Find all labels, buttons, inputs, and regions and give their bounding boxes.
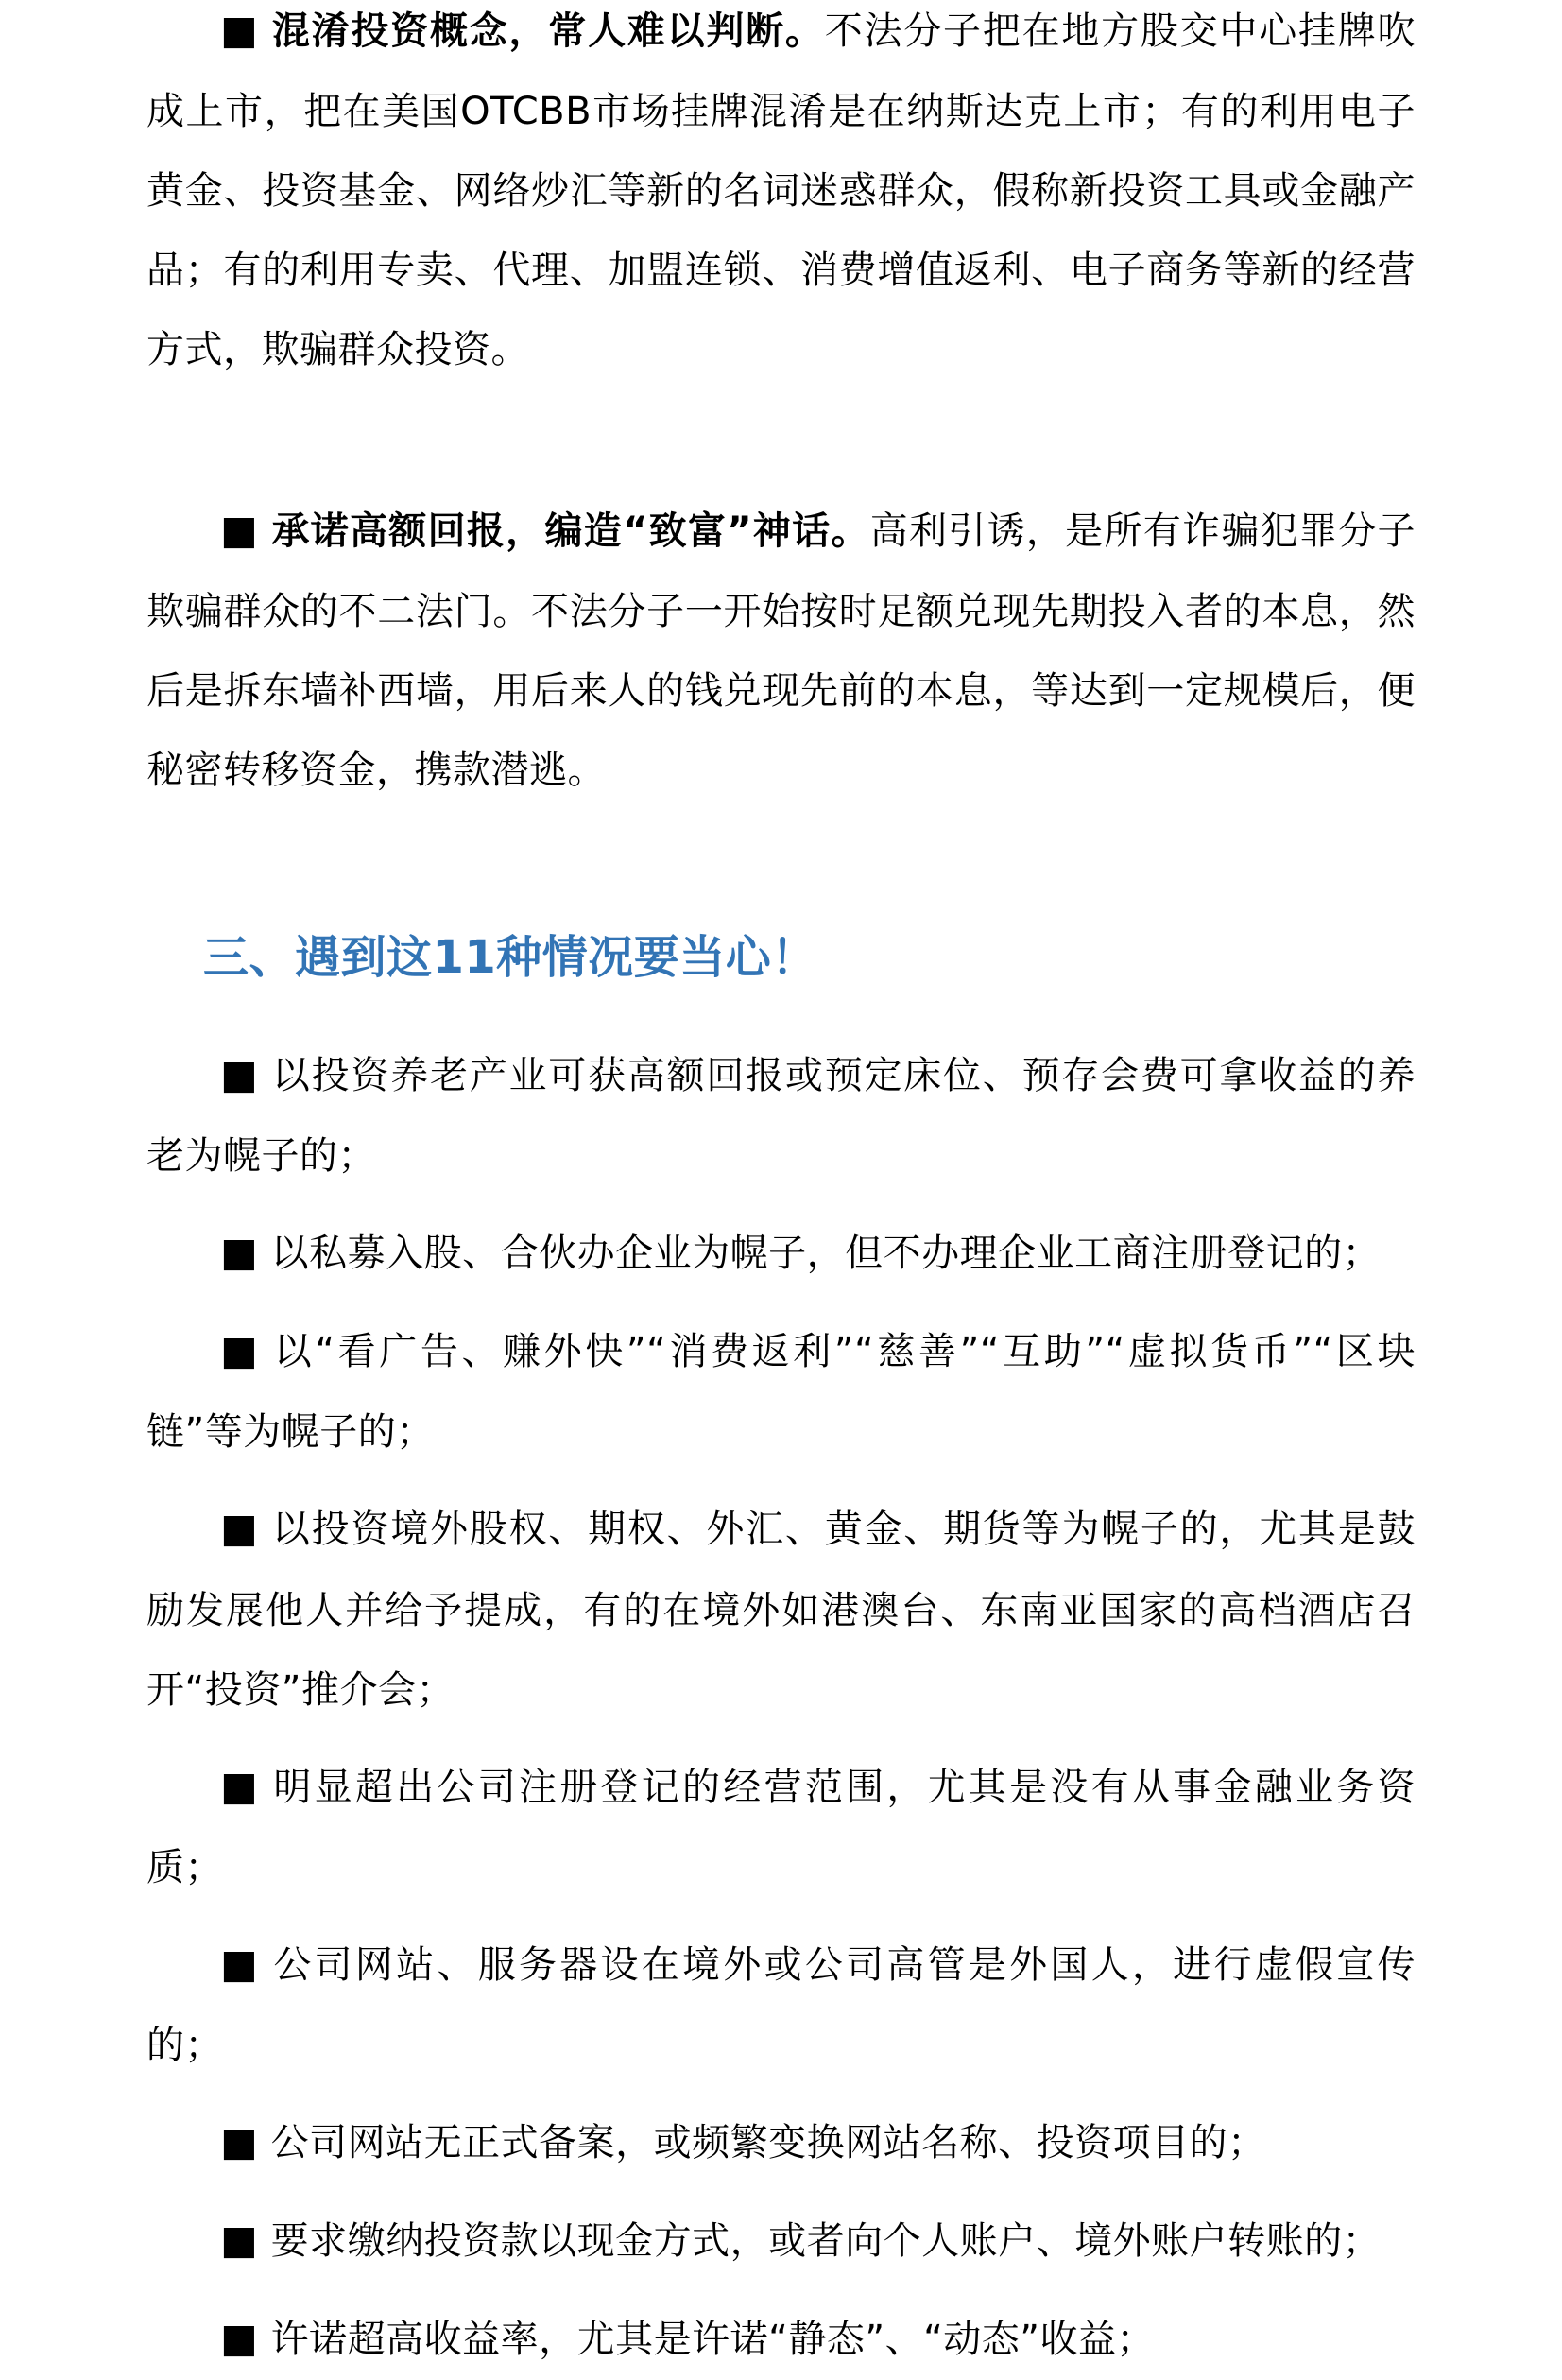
square-bullet-icon: ■ [220, 2315, 259, 2362]
intro-paragraph-1 [146, 0, 1416, 389]
square-bullet-icon: ■ [220, 1327, 262, 1374]
paragraph-2-body: 高利引诱，是所有诈骗犯罪分子欺骗群众的不二法门。不法分子一开始按时足额兑现先期投入者的本息，然后是拆东墙补西墙，用后来人的钱兑现先前的本息，等达到一定规模后，便秘密转移资金，携款潜逃。 [146, 509, 1416, 793]
warning-item-9 [146, 2297, 1416, 2380]
square-bullet-icon: ■ [220, 1228, 259, 1275]
warning-item-5 [146, 1745, 1416, 1907]
square-bullet-icon: ■ [220, 1940, 261, 1987]
warning-item-2 [146, 1211, 1416, 1294]
warning-item-1 [146, 1033, 1416, 1196]
square-bullet-icon: ■ [220, 507, 259, 554]
warning-item-8-text: 要求缴纳投资款以现金方式，或者向个人账户、境外账户转账的； [270, 2219, 1382, 2264]
warning-item-7-text: 公司网站无正式备案，或频繁变换网站名称、投资项目的； [270, 2120, 1266, 2164]
paragraph-1-body: 不法分子把在地方股交中心挂牌吹成上市，把在美国OTCBB市场挂牌混淆是在纳斯达克上市；有的利用电子黄金、投资基金、网络炒汇等新的名词迷惑群众，假称新投资工具或金融产品；有的利用专卖、代理、加盟连锁、消费增值返利、电子商务等新的经营方式，欺骗群众投资。 [146, 9, 1416, 372]
warning-item-1-text: 以投资养老产业可获高额回报或预定床位、预存会费可拿收益的养老为幌子的； [146, 1053, 1416, 1178]
square-bullet-icon: ■ [220, 1050, 260, 1097]
paragraph-2-lead: 承诺高额回报，编造“致富”神话。 [271, 509, 870, 554]
warning-item-4-text: 以投资境外股权、期权、外汇、黄金、期货等为幌子的，尤其是鼓励发展他人并给予提成，有的在境外如港澳台、东南亚国家的高档酒店召开“投资”推介会； [146, 1508, 1416, 1712]
section-heading: 三、遇到这11种情况要当心！ [203, 931, 817, 985]
warning-item-4 [146, 1487, 1416, 1729]
warning-item-9-text: 许诺超高收益率，尤其是许诺“静态”、“动态”收益； [270, 2318, 1156, 2362]
warning-item-6-text: 公司网站、服务器设在境外或公司高管是外国人，进行虚假宣传的； [146, 1942, 1416, 2067]
warning-item-7 [146, 2100, 1416, 2183]
square-bullet-icon: ■ [220, 1505, 260, 1552]
warning-item-5-text: 明显超出公司注册登记的经营范围，尤其是没有从事金融业务资质； [146, 1765, 1416, 1889]
warning-item-2-text: 以私募入股、合伙办企业为幌子，但不办理企业工商注册登记的； [270, 1231, 1382, 1275]
warning-item-8 [146, 2199, 1416, 2282]
warning-item-6 [146, 1923, 1416, 2085]
square-bullet-icon: ■ [220, 2117, 259, 2164]
square-bullet-icon: ■ [220, 7, 260, 53]
square-bullet-icon: ■ [220, 1762, 261, 1809]
intro-paragraph-2 [146, 489, 1416, 810]
warning-item-3 [146, 1309, 1416, 1472]
paragraph-1-lead: 混淆投资概念，常人难以判断。 [271, 9, 825, 53]
square-bullet-icon: ■ [220, 2216, 259, 2264]
warning-item-3-text: 以“看广告、赚外快”“消费返利”“慈善”“互助”“虚拟货币”“区块链”等为幌子的； [146, 1330, 1416, 1455]
